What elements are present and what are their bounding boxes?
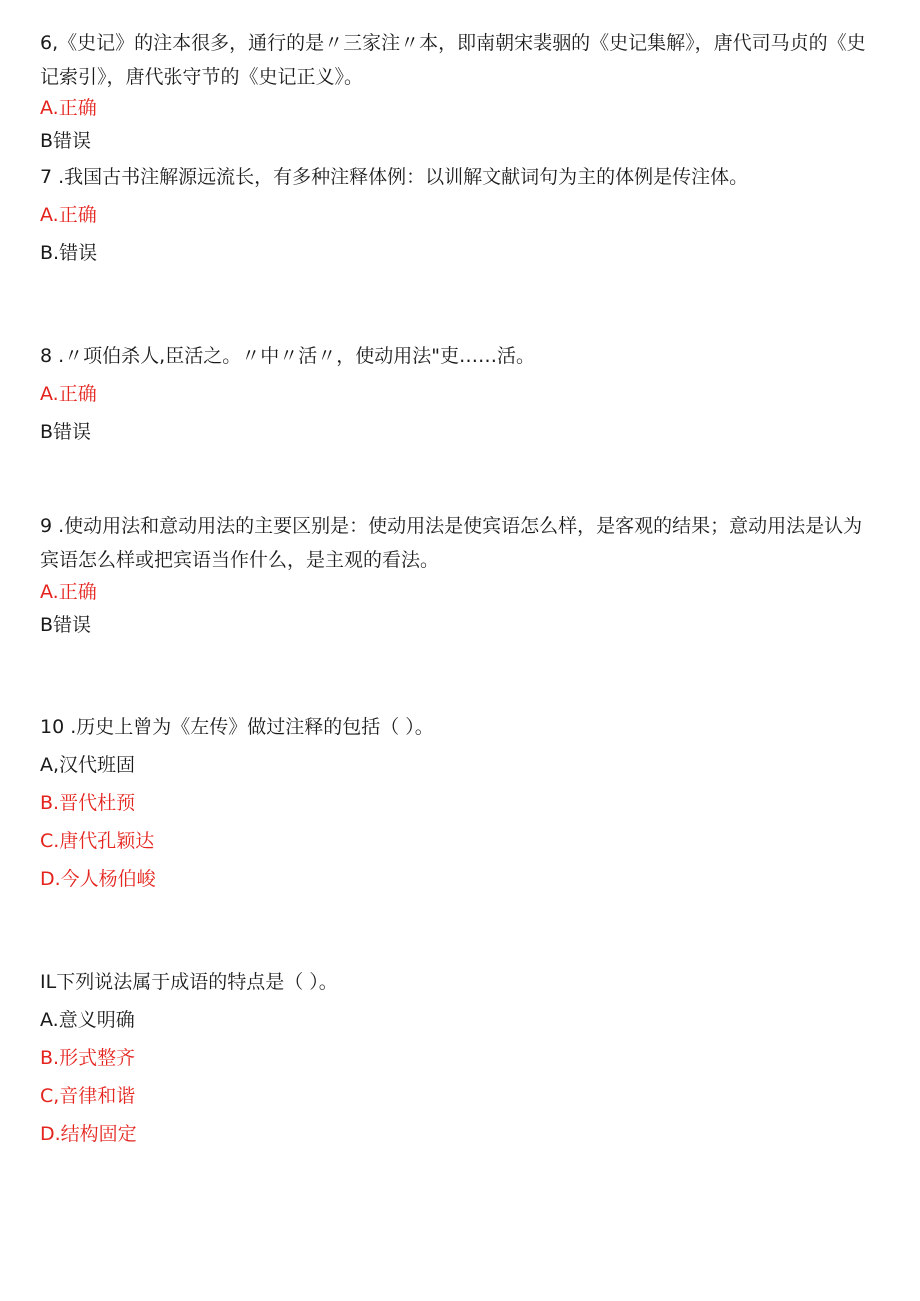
question-7-option-b: B.错误 [40,242,98,264]
question-10-option-b: B.晋代杜预 [40,792,136,814]
question-7-text: 7 .我国古书注解源远流长，有多种注释体例：以训解文献词句为主的体例是传注体。 [40,166,749,188]
question-9-option-a: A.正确 [40,581,97,603]
question-6-option-b: B错误 [40,130,92,152]
question-9-text: 9 .使动用法和意动用法的主要区别是：使动用法是使宾语怎么样，是客观的结果；意动用法是认为宾语怎么样或把宾语当作什么，是主观的看法。 [40,515,863,571]
question-10-option-d: D.今人杨伯峻 [40,868,156,890]
question-11-option-a: A.意义明确 [40,1009,135,1031]
question-9-option-b: B错误 [40,614,92,636]
question-10-option-c: C.唐代孔颖达 [40,830,155,852]
question-11-option-b: B.形式整齐 [40,1047,136,1069]
question-10-option-a: A,汉代班固 [40,754,136,776]
question-6-option-a: A.正确 [40,97,97,119]
question-8-option-a: A.正确 [40,383,97,405]
question-11-option-c: C,音律和谐 [40,1085,136,1107]
question-11-option-d: D.结构固定 [40,1123,137,1145]
question-8-text: 8 .〃项伯杀人,臣活之。〃中〃活〃，使动用法"吏……活。 [40,345,535,367]
question-8-option-b: B错误 [40,421,92,443]
question-10-text: 10 .历史上曾为《左传》做过注释的包括（ ）。 [40,716,434,738]
question-6-text: 6,《史记》的注本很多，通行的是〃三家注〃本，即南朝宋裴骃的《史记集解》，唐代司马贞的《史记索引》，唐代张守节的《史记正义》。 [40,32,866,88]
question-11-text: IL下列说法属于成语的特点是（ ）。 [40,971,338,993]
question-7-option-a: A.正确 [40,204,97,226]
